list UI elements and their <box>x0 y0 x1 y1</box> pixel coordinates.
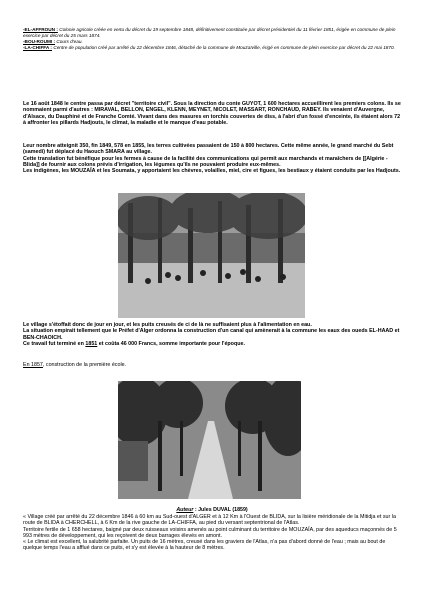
paragraph-marche-lead: Leur nombre atteignit 350, fin 1849, 578 en 1855, les terres cultivées passaient de 150 à 800 hectares. Cette même année, le grand marché du Sebt (samedi) fut déplacé du Haouch SMARA au village. <box>23 143 394 156</box>
photo-avenue <box>118 381 301 499</box>
canal-text-pre: Ce travail fut terminé en <box>23 340 86 347</box>
duval-quote-b: Territoire fertile de 1 658 hectares, baigné par deux ruisseaux voisins amenés au point culminant du territoire de MOUZAÏA, par des aqueducs maçonnés de 5 993 mètres de développement, qui les reçoivent de deux barrages élevés en amont. <box>23 526 397 539</box>
paragraph-canal-c <box>23 341 401 347</box>
duval-quote <box>23 514 401 552</box>
photo-caption <box>23 507 401 513</box>
photo-market-square <box>118 193 305 318</box>
canal-year: 1851 <box>85 340 98 347</box>
paragraph-colons: Le 16 août 1848 le centre passa par décret "territoire civil". Sous la direction du conte GUYOT, 1 600 hectares accueillirent les premiers colons. Ils se nommaient parmi d'autres : MIRAVAL, BELLON, ENGEL, KLENN, MEYNET, NICOLET, MASSART, RONCHAUD, RABEY. Ils venaient d'Auvergne, d'Alsace, du Dauphiné et de Franche Comté. Vivant dans des masures en torchis couvertes de diss, à l'abri d'un fossé d'enceinte, ils étaient alors 72 à affronter les pillards Hadjouts, le climat, la maladie et le manque d'eau potable. <box>23 101 401 126</box>
duval-quote-c: « Le climat est excellent, la salubrité parfaite. Un puits de 16 mètres, creusé dans les graviers de l'Atlas, n'a pas d'abord donné de l'eau ; mais au bout de quelque temps l'eau a afflué dans ce puits, et s'y est élevée à la hauteur de 8 mètres. <box>23 539 386 552</box>
caption-label: Auteur <box>176 507 194 514</box>
note-chiffa-text: Centre de population créé par arrêté du 22 décembre 1846, détaché de la commune de Mouzaïville, érigé en commune de plein exercice par décret du 22 mai 1870. <box>53 45 395 51</box>
note-bouroumi-title: -BOU-ROUMI : <box>23 39 56 45</box>
paragraph-canal <box>23 322 401 347</box>
note-chiffa-title: -LA-CHIFFA : <box>23 45 52 51</box>
paragraph-marche-rest: Cette translation fut bénéfique pour les fermes à cause de la facilité des communications qui permit aux marchands et maraîchers de [[Algérie - Blida]] de fournir aux colons prévis d'irrigation, les légumes qu'ils ne pouvaient produire eux-mêmes. <box>23 155 388 168</box>
ecole-text: , construction de la première école. <box>42 362 127 368</box>
canal-text-post: et coûta 46 000 Francs, somme importante pour l'époque. <box>97 340 245 347</box>
document-page <box>23 27 401 552</box>
paragraph-canal-b: La situation empirait tellement que le Préfet d'Alger ordonna la construction d'un canal qui amènerait à la commune les eaux des oueds EL-HAAD et BEN-CHAOICH. <box>23 328 400 341</box>
note-affroun-text: Colonie agricole créée en vertu du décret du 19 septembre 1848, définitivement constituée par décret présidentiel du 11 février 1851, érigée en commune de plein exercice par décret du 25 mars 1874. <box>23 27 396 39</box>
paragraph-ecole <box>23 362 401 368</box>
note-chiffa <box>23 45 401 51</box>
definition-notes <box>23 27 401 51</box>
caption-text: : Jules DUVAL (1859) <box>193 507 248 514</box>
note-bouroumi-text: Cours d'eau. <box>56 39 83 45</box>
paragraph-marche <box>23 143 401 174</box>
duval-quote-a: « Village créé par arrêté du 22 décembre 1846 à 60 km au Sud-ouest d'ALGER et à 12 Km à l'Ouest de BLIDA, sur la lisière méridionale de la Mitidja et sur la route de BLIDA à CHERCHELL, à 6 Km de la rive gauche de LA-CHIFFA, au pied du versant septentrional de l'Atlas. <box>23 514 396 527</box>
note-affroun <box>23 27 401 39</box>
note-affroun-title: -EL-AFFROUN : <box>23 27 58 32</box>
ecole-year: En 1857 <box>23 362 43 368</box>
paragraph-marche-last: Les indigènes, les MOUZAÏA et les Soumata, y apportaient les chèvres, volailles, miel, cire et figues, les bestiaux y étaient conduits par les Hadjouts. <box>23 168 401 174</box>
paragraph-canal-a: Le village s'étoffait donc de jour en jour, et les puits creusés de ci de là ne suffisaient plus à l'alimentation en eau. <box>23 322 312 328</box>
